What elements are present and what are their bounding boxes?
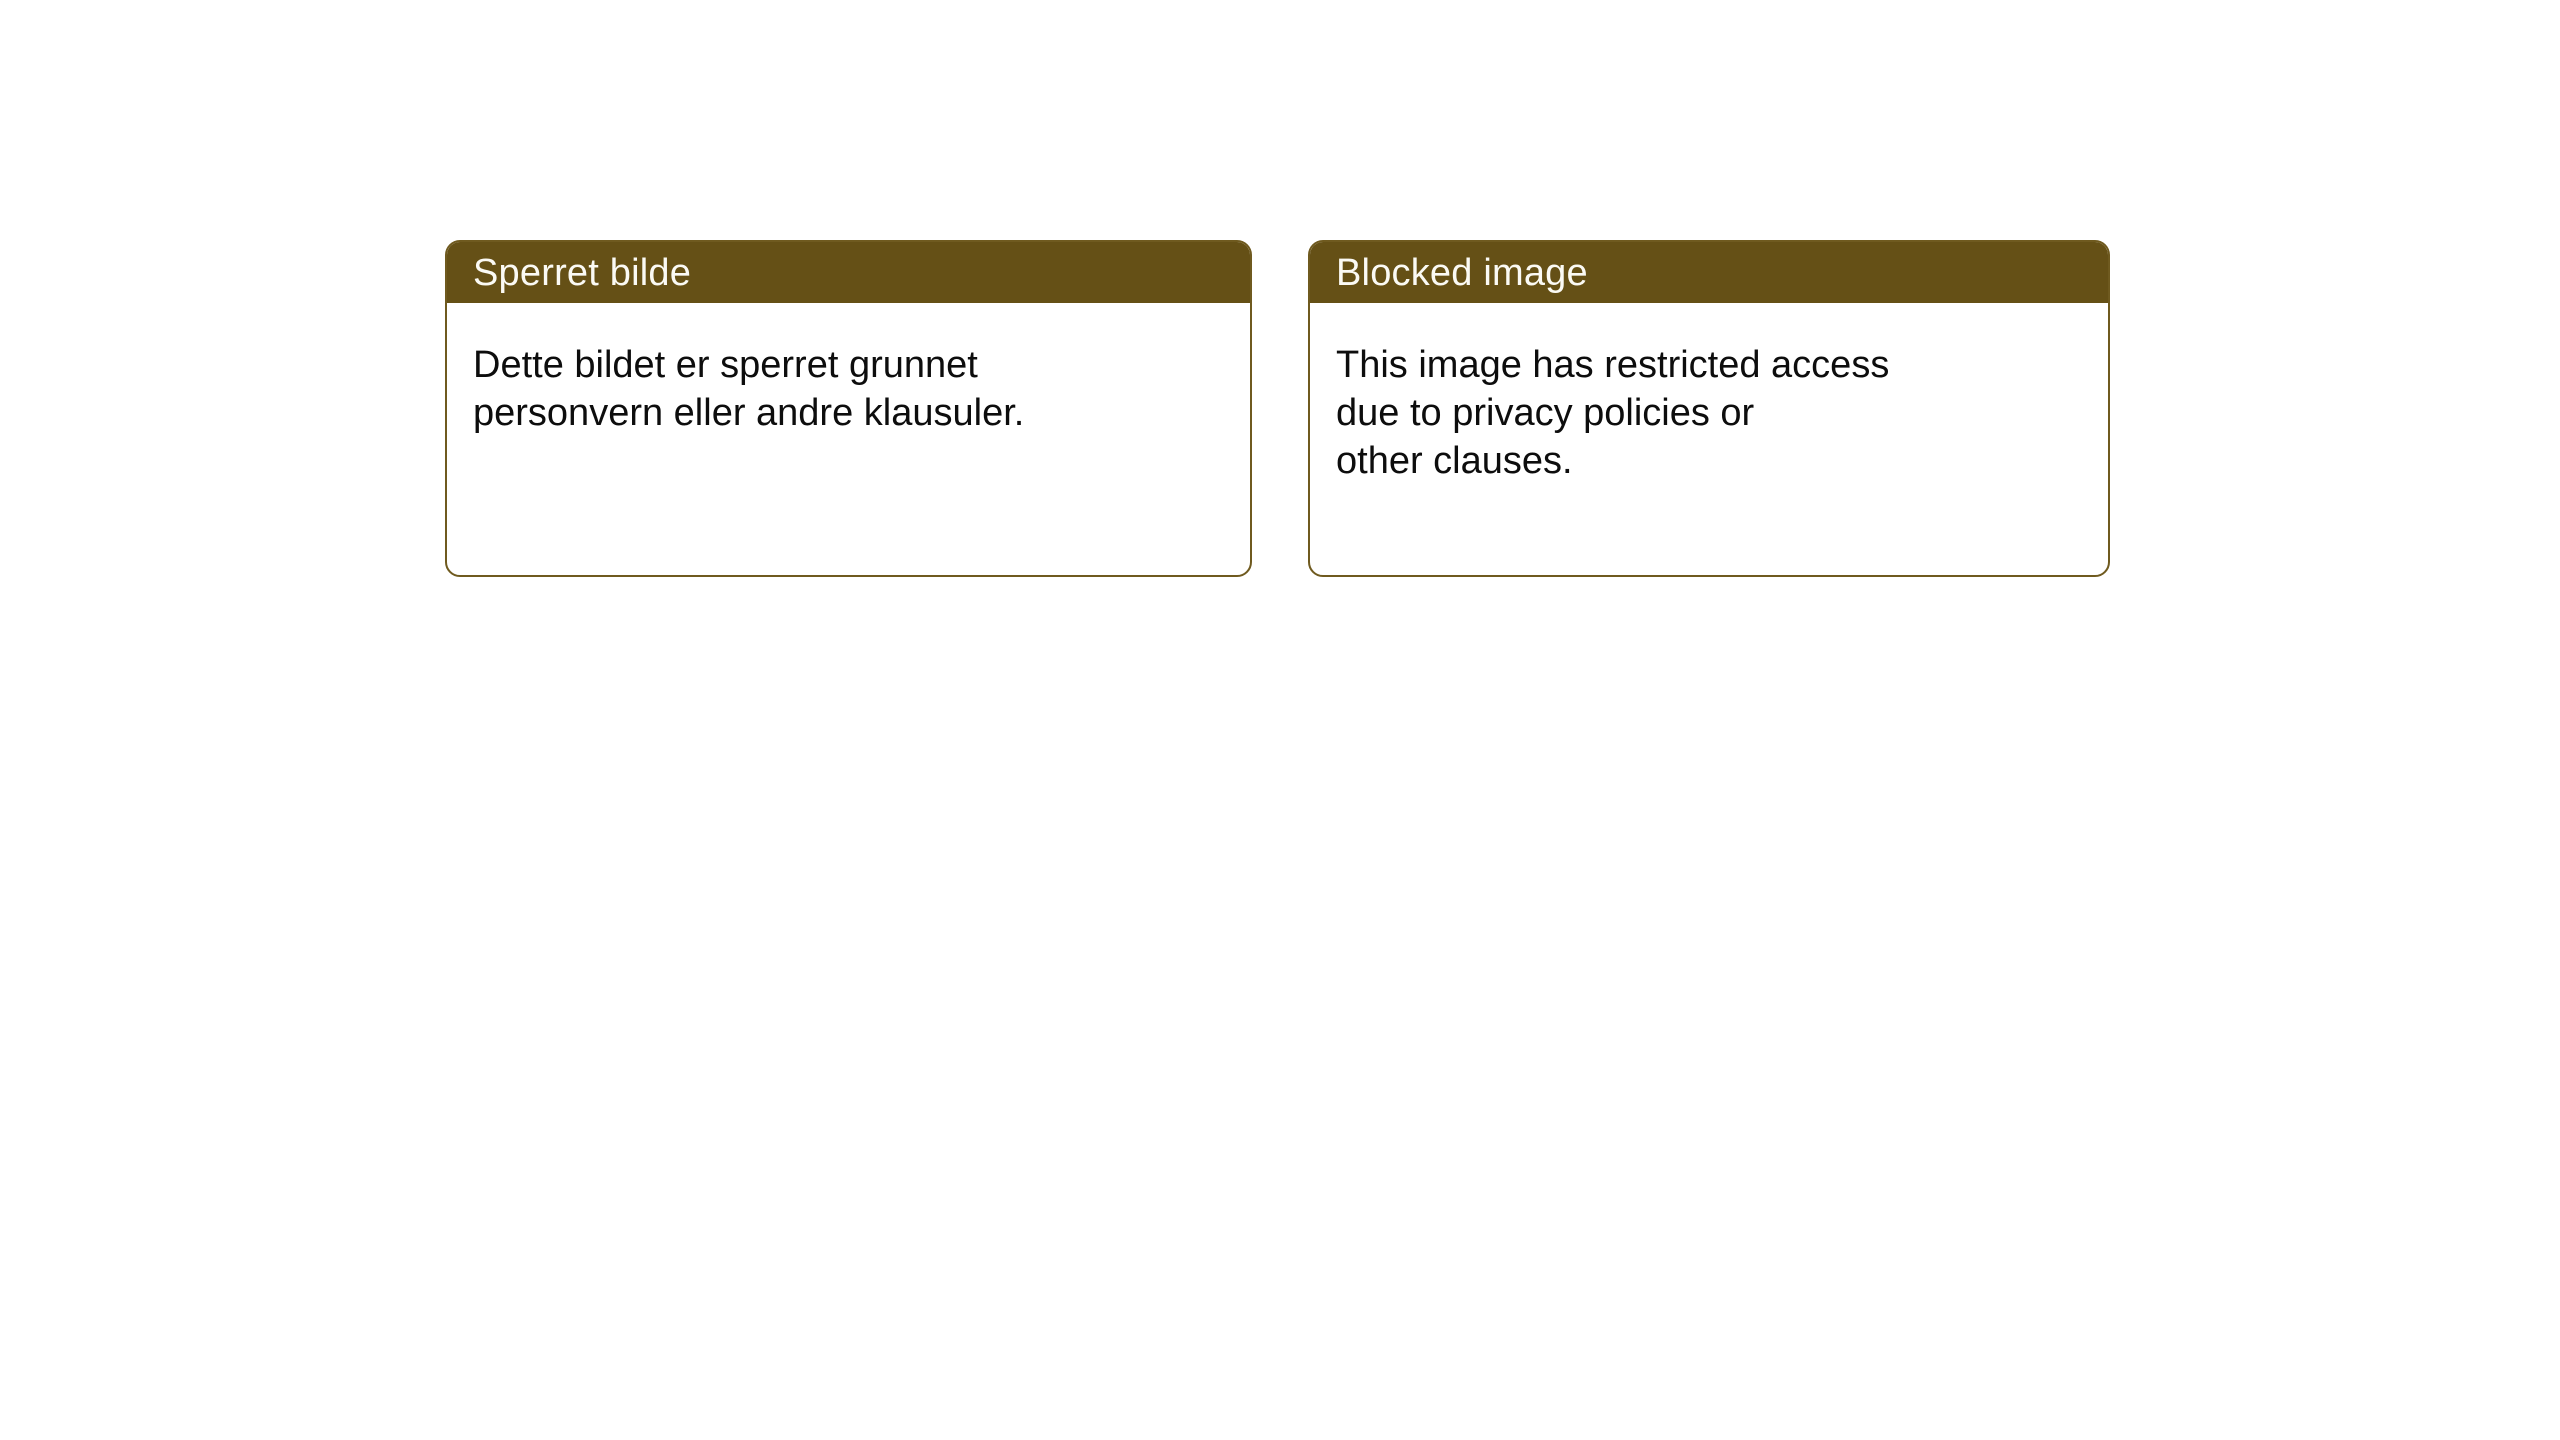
card-body-line: other clauses. (1336, 440, 1573, 482)
card-header (1310, 242, 2108, 303)
blocked-image-notice-card-norwegian (445, 240, 1252, 577)
card-title: Blocked image (1336, 251, 1588, 294)
card-title: Sperret bilde (473, 251, 692, 294)
blocked-image-notice-card-english (1308, 240, 2110, 577)
card-body (1310, 303, 2108, 485)
card-header (447, 242, 1250, 303)
card-body-line: This image has restricted access (1336, 344, 1890, 386)
card-body-line: personvern eller andre klausuler. (473, 392, 1025, 434)
card-body (447, 303, 1250, 437)
card-body-line: due to privacy policies or (1336, 392, 1755, 434)
card-body-line: Dette bildet er sperret grunnet (473, 344, 978, 386)
